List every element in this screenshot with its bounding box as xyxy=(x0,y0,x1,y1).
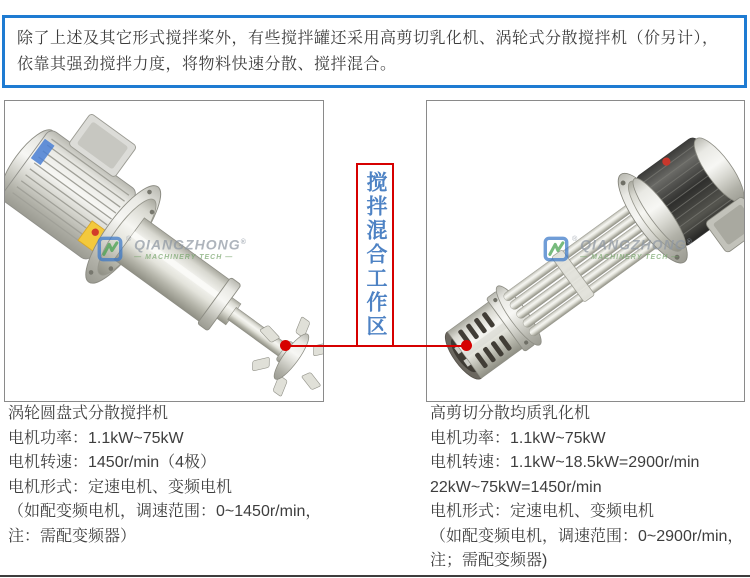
watermark-brand: QIANGZHONG® xyxy=(580,236,693,253)
mixing-zone-label: 搅拌混合工作区 xyxy=(364,171,387,339)
right-product-specs xyxy=(430,402,743,574)
watermark-subtitle: — MACHINERY TECH — xyxy=(580,253,680,261)
product-title: 高剪切分散均质乳化机 xyxy=(430,405,591,422)
spec-line: （如配变频电机，调速范围：0~1450r/min， xyxy=(8,503,322,520)
intro-text: 除了上述及其它形式搅拌桨外，有些搅拌罐还采用高剪切乳化机、涡轮式分散搅拌机（价另计），依靠其强劲搅拌力度，将物料快速分散、搅拌混合。 xyxy=(17,30,719,73)
callout-dot-right xyxy=(461,340,472,351)
brand-watermark xyxy=(543,236,693,262)
spec-line: 注：需配变频器） xyxy=(8,527,137,545)
watermark-subtitle: — MACHINERY TECH — xyxy=(134,253,234,261)
watermark-brand: QIANGZHONG® xyxy=(134,236,247,253)
qiangzhong-logo-icon xyxy=(543,236,569,262)
spec-line: 电机功率：1.1kW~75kW xyxy=(8,429,184,447)
intro-text-box xyxy=(2,15,747,88)
spec-line: 电机形式：定速电机、变频电机 xyxy=(8,478,233,496)
left-product-panel xyxy=(4,100,324,402)
registered-mark-icon: ® xyxy=(126,236,132,243)
registered-mark-icon: ® xyxy=(572,236,578,243)
spec-line: 电机转速：1.1kW~18.5kW=2900r/min xyxy=(430,454,700,471)
bottom-divider xyxy=(0,575,750,577)
callout-dot-left xyxy=(280,340,291,351)
spec-line: 22kW~75kW=1450r/min xyxy=(430,478,602,496)
spec-line: （如配变频电机，调速范围：0~2900r/min， xyxy=(430,527,744,545)
spec-line: 电机功率：1.1kW~75kW xyxy=(430,429,606,447)
qiangzhong-logo-icon xyxy=(97,236,123,262)
mixing-zone-callout xyxy=(356,163,394,347)
left-product-specs xyxy=(8,402,321,549)
product-title: 涡轮圆盘式分散搅拌机 xyxy=(8,405,169,422)
right-product-panel xyxy=(426,100,745,402)
spec-line: 电机转速：1450r/min（4极） xyxy=(8,454,217,471)
spec-line: 注；需配变频器) xyxy=(430,552,548,569)
brand-watermark xyxy=(97,236,247,262)
spec-line: 电机形式：定速电机、变频电机 xyxy=(430,503,655,520)
